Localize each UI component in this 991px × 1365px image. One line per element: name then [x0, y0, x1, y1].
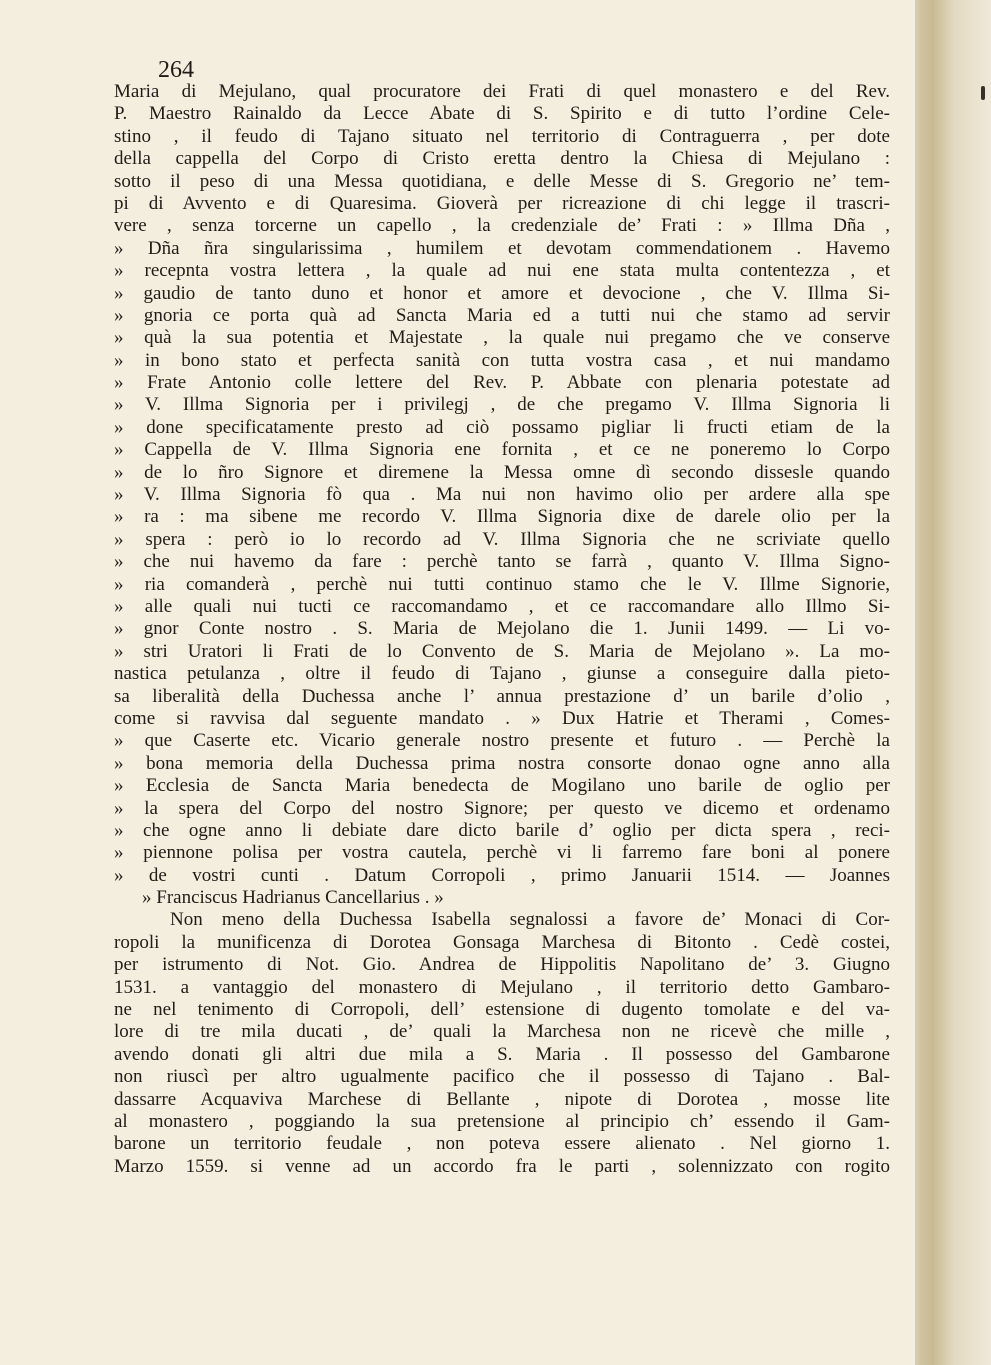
text-line: sotto il peso di una Messa quotidiana, e delle Messe di S. Gregorio ne’ tem-: [114, 170, 890, 192]
text-line: » gnor Conte nostro . S. Maria de Mejolano die 1. Junii 1499. — Li vo-: [114, 618, 890, 640]
text-line: » de vostri cunti . Datum Corropoli , primo Januarii 1514. — Joannes: [114, 864, 890, 886]
text-line: » la spera del Corpo del nostro Signore; per questo ve dicemo et ordenamo: [114, 797, 890, 819]
gutter-mark: [981, 86, 985, 100]
text-line: 1531. a vantaggio del monastero di Mejulano , il territorio detto Gambaro-: [114, 976, 890, 998]
text-line: » piennone polisa per vostra cautela, perchè vi li farremo fare boni al ponere: [114, 842, 890, 864]
text-line: » spera : però io lo recordo ad V. Illma Signoria che ne scriviate quello: [114, 528, 890, 550]
text-line: » Ecclesia de Sancta Maria benedecta de Mogilano uno barile de oglio per: [114, 775, 890, 797]
text-line: come si ravvisa dal seguente mandato . » Dux Hatrie et Therami , Comes-: [114, 707, 890, 729]
text-line: lore di tre mila ducati , de’ quali la Marchesa non ne ricevè che mille ,: [114, 1021, 890, 1043]
text-line: » ria comanderà , perchè nui tutti continuo stamo che le V. Illme Signorie,: [114, 573, 890, 595]
text-line: » gaudio de tanto duno et honor et amore et devocione , che V. Illma Si-: [114, 282, 890, 304]
text-line: al monastero , poggiando la sua pretensione al principio ch’ essendo il Gam-: [114, 1110, 890, 1132]
text-line: » recepnta vostra lettera , la quale ad nui ene stata multa contentezza , et: [114, 260, 890, 282]
text-line: barone un territorio feudale , non poteva essere alienato . Nel giorno 1.: [114, 1133, 890, 1155]
text-line: della cappella del Corpo di Cristo eretta dentro la Chiesa di Mejulano :: [114, 148, 890, 170]
text-line: » quà la sua potentia et Majestate , la quale nui pregamo che ve conserve: [114, 327, 890, 349]
text-line: » Frate Antonio colle lettere del Rev. P. Abbate con plenaria potestate ad: [114, 372, 890, 394]
text-line: dassarre Acquaviva Marchese di Bellante , nipote di Dorotea , mosse lite: [114, 1088, 890, 1110]
text-line: » V. Illma Signoria fò qua . Ma nui non havimo olio per ardere alla spe: [114, 484, 890, 506]
text-line: » bona memoria della Duchessa prima nostra consorte donao ogne anno alla: [114, 752, 890, 774]
text-line: » Dña ñra singularissima , humilem et devotam commendationem . Havemo: [114, 237, 890, 259]
text-line: stino , il feudo di Tajano situato nel territorio di Contraguerra , per dote: [114, 125, 890, 147]
text-line: » Cappella de V. Illma Signoria ene fornita , et ce ne poneremo lo Corpo: [114, 439, 890, 461]
text-line: per istrumento di Not. Gio. Andrea de Hippolitis Napolitano de’ 3. Giugno: [114, 954, 890, 976]
text-line: non riuscì per altro ugualmente pacifico che il possesso di Tajano . Bal-: [114, 1066, 890, 1088]
page-text: [114, 81, 890, 1178]
text-line: pi di Avvento e di Quaresima. Gioverà per ricreazione di chi legge il trascri-: [114, 192, 890, 214]
text-line: » que Caserte etc. Vicario generale nostro presente et futuro . — Perchè la: [114, 730, 890, 752]
text-line: » in bono stato et perfecta sanità con tutta vostra casa , et nui mandamo: [114, 349, 890, 371]
text-line: » de lo ñro Signore et diremene la Messa omne dì secondo dissesle quando: [114, 461, 890, 483]
text-line: Marzo 1559. si venne ad un accordo fra le parti , solennizzato con rogito: [114, 1155, 890, 1177]
text-line: » V. Illma Signoria per i privilegj , de che pregamo V. Illma Signoria li: [114, 394, 890, 416]
text-line: » ra : ma sibene me recordo V. Illma Signoria dixe de darele olio per la: [114, 506, 890, 528]
text-line: » gnoria ce porta quà ad Sancta Maria ed a tutti nui che stamo ad servir: [114, 304, 890, 326]
text-line: » done specificatamente presto ad ciò possamo pigliar li fructi etiam de la: [114, 416, 890, 438]
text-line: » che nui havemo da fare : perchè tanto se farrà , quanto V. Illma Signo-: [114, 551, 890, 573]
text-line: ropoli la munificenza di Dorotea Gonsaga Marchesa di Bitonto . Cedè costei,: [114, 931, 890, 953]
text-line: Non meno della Duchessa Isabella segnalossi a favore de’ Monaci di Cor-: [170, 909, 890, 931]
text-line: Maria di Mejulano, qual procuratore dei Frati di quel monastero e del Rev.: [114, 81, 890, 102]
text-line: P. Maestro Rainaldo da Lecce Abate di S. Spirito e di tutto l’ordine Cele-: [114, 103, 890, 125]
text-line: » alle quali nui tucti ce raccomandamo , et ce raccomandare allo Illmo Si-: [114, 595, 890, 617]
text-line: avendo donati gli altri due mila a S. Maria . Il possesso del Gambarone: [114, 1043, 890, 1065]
text-line: » stri Uratori li Frati de lo Convento de S. Maria de Mejolano ». La mo-: [114, 640, 890, 662]
text-line: » che ogne anno li debiate dare dicto barile d’ oglio per dicta spera , reci-: [114, 819, 890, 841]
text-line: » Franciscus Hadrianus Cancellarius . »: [142, 887, 444, 909]
text-line: vere , senza torcerne un capello , la credenziale de’ Frati : » Illma Dña ,: [114, 215, 890, 237]
page-number: 264: [158, 57, 194, 83]
book-gutter: [915, 0, 991, 1365]
text-line: sa liberalità della Duchessa anche l’ annua prestazione d’ un barile d’olio ,: [114, 685, 890, 707]
text-line: nastica petulanza , oltre il feudo di Tajano , giunse a conseguire dalla pieto-: [114, 663, 890, 685]
text-line: ne nel tenimento di Corropoli, dell’ estensione di dugento tomolate e del va-: [114, 999, 890, 1021]
